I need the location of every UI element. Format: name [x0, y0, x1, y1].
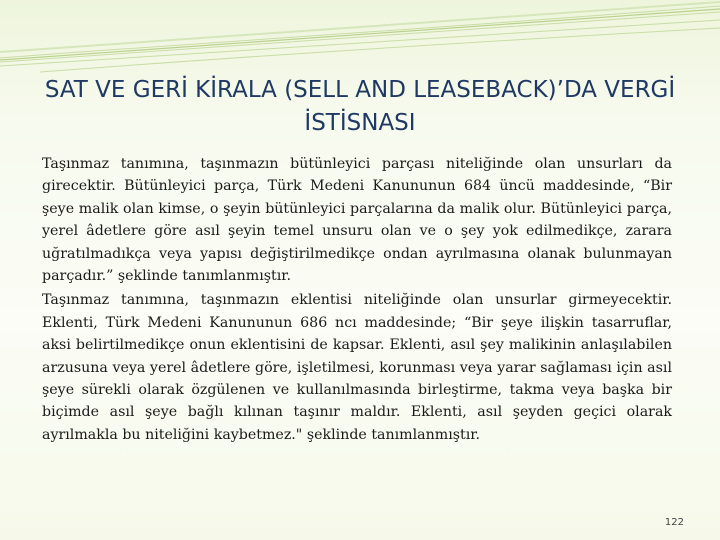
paragraph-accessory: Taşınmaz tanımına, taşınmazın eklentisi niteliğinde olan unsurlar girmeyecektir. Eklenti, Türk Medeni Kanununun 686 ncı maddesinde; “Bir şeye ilişkin tasarruflar, aksi belirtilmedikçe onun eklentisini de kapsar. Eklenti, asıl şey malikinin anlaşılabilen arzusuna veya yerel âdetlere göre, işletilmesi, korunması veya yarar sağlaması için asıl şeye sürekli olarak özgülenen ve kullanılmasında birleştirme, takma veya başka bir biçimde asıl şeye bağlı kılınan taşınır maldır. Eklenti, asıl şeyden geçici olarak ayrılmakla bu niteliğini kaybetmez." şeklinde tanımlanmıştır. — [42, 292, 672, 443]
page-number: 122 — [664, 517, 684, 528]
paragraph-integral-part: Taşınmaz tanımına, taşınmazın bütünleyici parçası niteliğinde olan unsurları da girecektir. Bütünleyici parça, Türk Medeni Kanununun 684 üncü maddesinde, “Bir şeye malik olan kimse, o şeyin bütünleyici parçalarına da malik olur. Bütünleyici parça, yerel âdetlere göre asıl şeyin temel unsuru olan ve o şey yok edilmedikçe, zarara uğratılmadıkça veya yapısı değiştirilmedikçe ondan ayrılmasına olanak bulunmayan parçadır.” şeklinde tanımlanmıştır. — [42, 156, 672, 285]
slide-body — [42, 153, 672, 446]
slide-title: SAT VE GERİ KİRALA (SELL AND LEASEBACK)’DA VERGİ İSTİSNASI — [44, 77, 676, 136]
header-wave-decoration — [0, 0, 720, 80]
